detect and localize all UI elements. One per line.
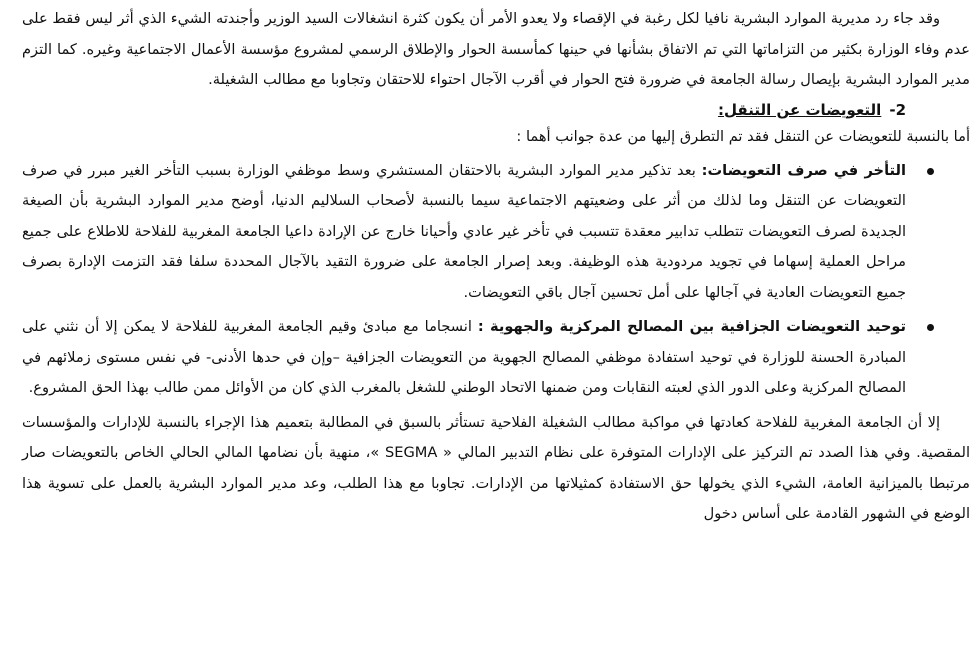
bullet-dot-icon [927, 168, 934, 175]
bullet-text: بعد تذكير مدير الموارد البشرية بالاحتقان المستشري وسط موظفي الوزارة بسبب التأخر الغير مبرر في صرف التعويضات عن التنقل وما لذلك من أثر على وضعيتهم الاجتماعية سيما بالنسبة لأصحاب السلاليم الدنيا، أوضح مدير الموارد البشرية بأن الصيغة الجديدة لصرف التعويضات تتطلب تدابير معقدة تتسبب في تأخر غير عادي وأحيانا خارج عن الإرادة داعيا الجامعة المغربية للفلاحة للاطلاع على جميع مراحل العملية إسهاما في تجويد مردودية هذه الوظيفة. وبعد إصرار الجامعة على ضرورة التقيد بالآجال المحددة سلفا فقد التزمت الإدارة بصرف جميع التعويضات العادية في آجالها على أمل تحسين آجال باقي التعويضات. [22, 161, 906, 301]
section-title: التعويضات عن التنقل: [718, 100, 882, 119]
bullet-lead: التأخر في صرف التعويضات: [701, 161, 906, 179]
paragraph-closing: إلا أن الجامعة المغربية للفلاحة كعادتها في مواكبة مطالب الشغيلة الفلاحية تستأثر بالسبق في المطالبة بتعميم هذا الإجراء بالنسبة للإدارات والمؤسسات المقصية. وفي هذا الصدد تم التركيز على الإدارات المتوفرة على نظام التدبير المالي « SEGMA »، منهية بأن نضامها المالي الحالي الخاص بالتعويضات صار مرتبطا بالميزانية العامة، الشيء الذي يخولها حق الاستفادة كمثيلاتها من الإدارات. تجاوبا مع هذا الطلب، وعد مدير الموارد البشرية بالعمل على تسوية هذا الوضع في الشهور القادمة على أساس دخول [22, 413, 970, 522]
bullet-list [22, 156, 970, 404]
section-heading [22, 96, 970, 124]
bullet-item-delay [22, 156, 970, 309]
bullet-text: انسجاما مع مبادئ وقيم الجامعة المغربية للفلاحة لا يمكن إلا أن نثني على المبادرة الحسنة للوزارة في توحيد استفادة موظفي المصالح الجهوية من التعويضات الجزافية –وإن في حدها الأدنى- في نفس مستوى زملائهم في المصالح المركزية وعلى الدور الذي لعبته النقابات ومن ضمنها الاتحاد الوطني للشغل بالمغرب الذي كان من الأوائل ممن طالب بهذا الحق المشروع. [22, 318, 906, 396]
bullet-item-unification [22, 312, 970, 404]
bullet-dot-icon [927, 324, 934, 331]
section-intro: أما بالنسبة للتعويضات عن التنقل فقد تم التطرق إليها من عدة جوانب أهما : [516, 127, 970, 145]
bullet-lead: توحيد التعويضات الجزافية بين المصالح المركزية والجهوية : [477, 318, 906, 335]
paragraph-hr-response: وقد جاء رد مديرية الموارد البشرية نافيا لكل رغبة في الإقصاء ولا يعدو الأمر أن يكون كثرة انشغالات السيد الوزير وأجندته الشيء الذي أثر ليس فقط على عدم وفاء الوزارة بكثير من التزاماتها التي تم الاتفاق بشأنها في حينها كمأسسة الحوار والإطلاق الرسمي لمشروع مؤسسة الأعمال الاجتماعية وغيره. كما التزم مدير الموارد البشرية بإيصال رسالة الجامعة في ضرورة فتح الحوار في أقرب الآجال احتواء للاحتقان وتجاوبا مع مطالب الشغيلة. [22, 10, 970, 88]
section-number: 2- [889, 100, 906, 119]
